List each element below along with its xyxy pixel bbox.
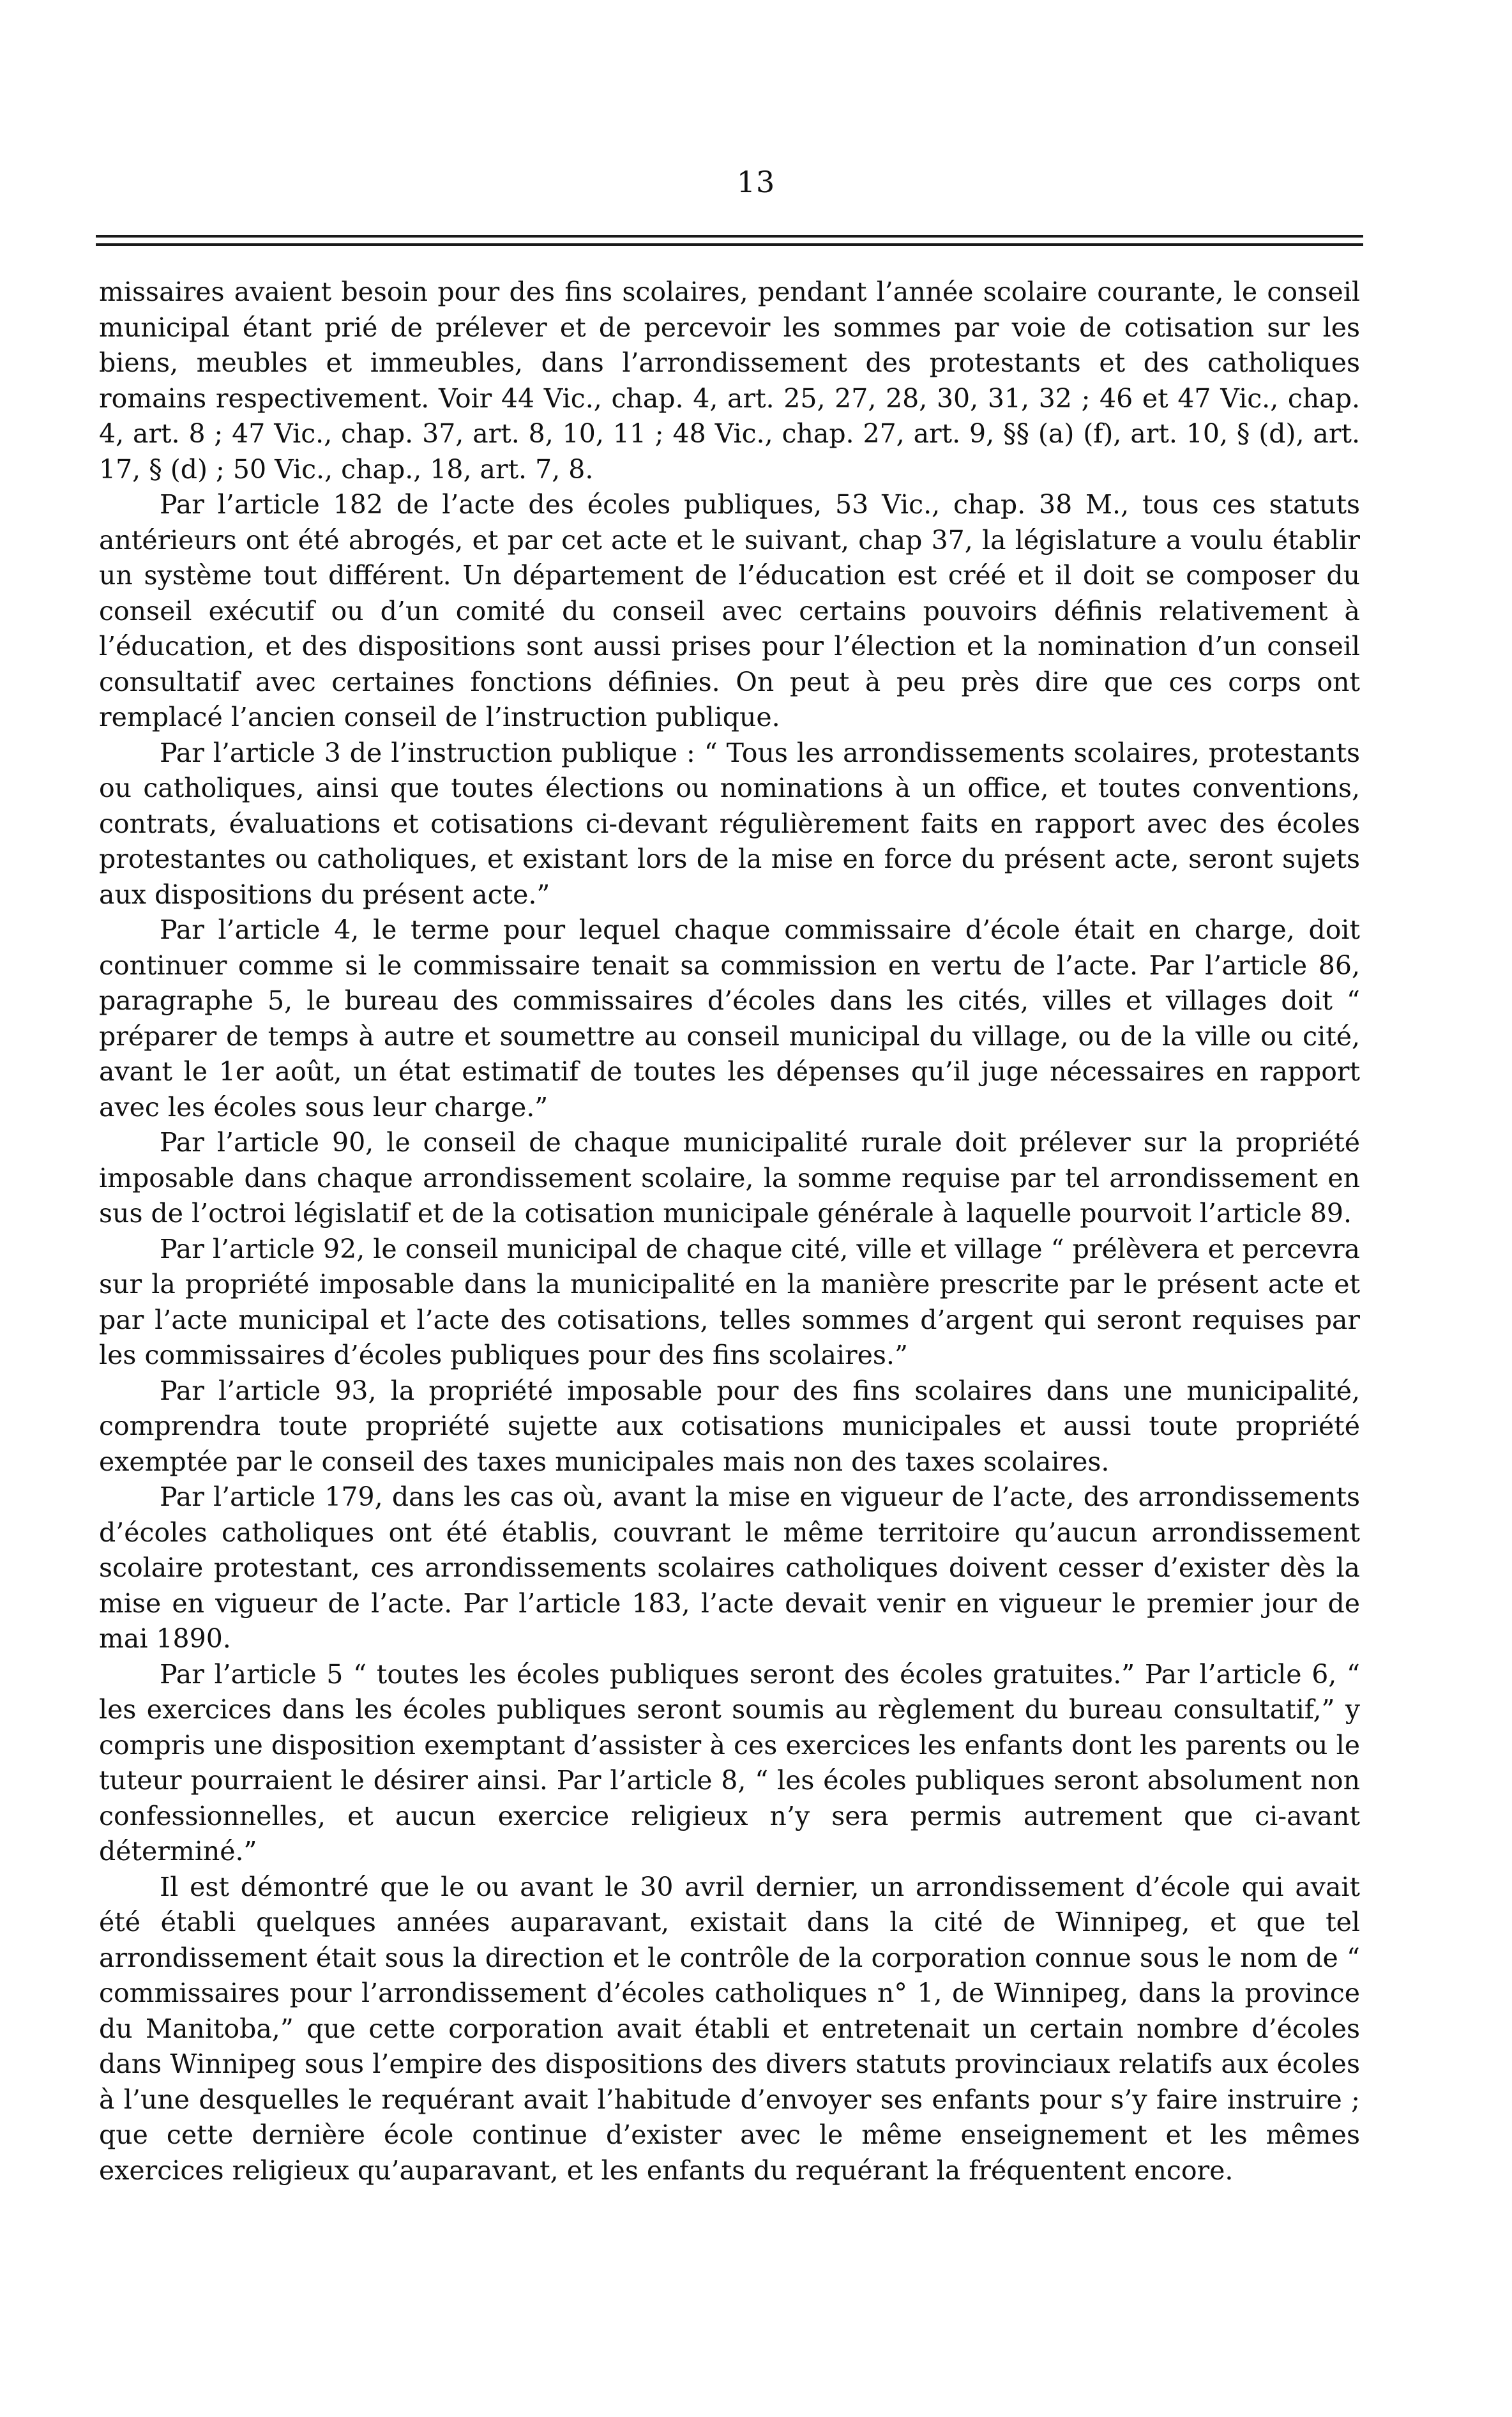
body-text: [99, 275, 1360, 2188]
header-rule-bottom: [96, 243, 1363, 246]
page-number: 13: [736, 165, 776, 199]
header-rule-top: [96, 235, 1363, 238]
paragraph-4: Par l’article 4, le terme pour lequel chaque commissaire d’école était en charge, doit continuer comme si le commissaire tenait sa commission en vertu de l’acte. Par l’article 86, paragraphe 5, le bureau des commissaires d’écoles dans les cités, villes et villages doit “ préparer de temps à autre et soumettre au conseil municipal du village, ou de la ville ou cité, avant le 1er août, un état estimatif de toutes les dépenses qu’il juge nécessaires en rapport avec les écoles sous leur charge.”: [99, 914, 1360, 1123]
paragraph-5: Par l’article 90, le conseil de chaque municipalité rurale doit prélever sur la propriété imposable dans chaque arrondissement scolaire, la somme requise par tel arrondissement en sus de l’octroi législatif et de la cotisation municipale générale à laquelle pourvoit l’article 89.: [99, 1127, 1360, 1229]
paragraph-7: Par l’article 93, la propriété imposable pour des fins scolaires dans une municipalité, comprendra toute propriété sujette aux cotisations municipales et aussi toute propriété exemptée par le conseil des taxes municipales mais non des taxes scolaires.: [99, 1375, 1360, 1477]
paragraph-8: Par l’article 179, dans les cas où, avant la mise en vigueur de l’acte, des arrondissements d’écoles catholiques ont été établis, couvrant le même territoire qu’aucun arrondissement scolaire protestant, ces arrondissements scolaires catholiques doivent cesser d’exister dès la mise en vigueur de l’acte. Par l’article 183, l’acte devait venir en vigueur le premier jour de mai 1890.: [99, 1481, 1360, 1654]
paragraph-6: Par l’article 92, le conseil municipal de chaque cité, ville et village “ prélèvera et percevra sur la propriété imposable dans la municipalité en la manière prescrite par le présent acte et par l’acte municipal et l’acte des cotisations, telles sommes d’argent qui seront requises par les commissaires d’écoles publiques pour des fins scolaires.”: [99, 1233, 1360, 1370]
paragraph-3: Par l’article 3 de l’instruction publique : “ Tous les arrondissements scolaires, protestants ou catholiques, ainsi que toutes élections ou nominations à un office, et toutes conventions, contrats, évaluations et cotisations ci-devant régulièrement faits en rapport avec des écoles protestantes ou catholiques, et existant lors de la mise en force du présent acte, seront sujets aux dispositions du présent acte.”: [99, 737, 1360, 910]
paragraph-9: Par l’article 5 “ toutes les écoles publiques seront des écoles gratuites.” Par l’article 6, “ les exercices dans les écoles publiques seront soumis au règlement du bureau consultatif,” y compris une disposition exemptant d’assister à ces exercices les enfants dont les parents ou le tuteur pourraient le désirer ainsi. Par l’article 8, “ les écoles publiques seront absolument non confessionnelles, et aucun exercice religieux n’y sera permis autrement que ci-avant déterminé.”: [99, 1658, 1360, 1867]
paragraph-2: Par l’article 182 de l’acte des écoles publiques, 53 Vic., chap. 38 M., tous ces statuts antérieurs ont été abrogés, et par cet acte et le suivant, chap 37, la législature a voulu établir un système tout différent. Un département de l’éducation est créé et il doit se composer du conseil exécutif ou d’un comité du conseil avec certains pouvoirs définis relativement à l’éducation, et des dispositions sont aussi prises pour l’élection et la nomination d’un conseil consultatif avec certaines fonctions définies. On peut à peu près dire que ces corps ont remplacé l’ancien conseil de l’instruction publique.: [99, 489, 1360, 732]
paragraph-10: Il est démontré que le ou avant le 30 avril dernier, un arrondissement d’école qui avait été établi quelques années auparavant, existait dans la cité de Winnipeg, et que tel arrondissement était sous la direction et le contrôle de la corporation connue sous le nom de “ commissaires pour l’arrondissement d’écoles catholiques n° 1, de Winnipeg, dans la province du Manitoba,” que cette corporation avait établi et entretenait un certain nombre d’écoles dans Winnipeg sous l’empire des dispositions des divers statuts provinciaux relatifs aux écoles à l’une desquelles le requérant avait l’habitude d’envoyer ses enfants pour s’y faire instruire ; que cette dernière école continue d’exister avec le même enseignement et les mêmes exercices religieux qu’auparavant, et les enfants du requérant la fréquentent encore.: [99, 1871, 1360, 2186]
paragraph-1: missaires avaient besoin pour des fins scolaires, pendant l’année scolaire courante, le conseil municipal étant prié de prélever et de percevoir les sommes par voie de cotisation sur les biens, meubles et immeubles, dans l’arrondissement des protestants et des catholiques romains respectivement. Voir 44 Vic., chap. 4, art. 25, 27, 28, 30, 31, 32 ; 46 et 47 Vic., chap. 4, art. 8 ; 47 Vic., chap. 37, art. 8, 10, 11 ; 48 Vic., chap. 27, art. 9, §§ (a) (f), art. 10, § (d), art. 17, § (d) ; 50 Vic., chap., 18, art. 7, 8.: [99, 277, 1360, 485]
